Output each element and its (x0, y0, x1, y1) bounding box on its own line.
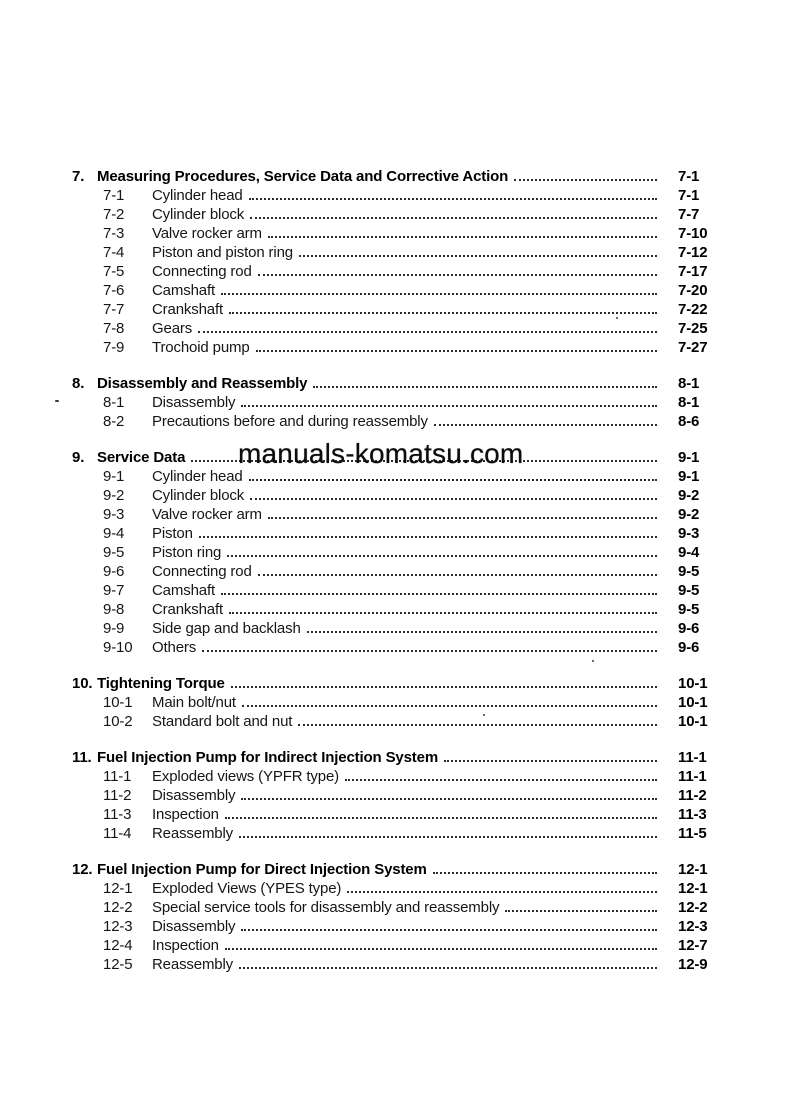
item-number: 9-7 (103, 582, 125, 599)
dot-leader (268, 236, 657, 238)
dot-leader (231, 686, 657, 688)
toc-item (0, 412, 787, 431)
item-page-number: 9-3 (678, 525, 700, 542)
item-title: Others (152, 639, 197, 656)
toc-item (0, 543, 787, 562)
dot-leader (505, 910, 657, 912)
toc-item (0, 300, 787, 319)
toc-section (0, 448, 787, 657)
section-title: Service Data (97, 449, 186, 466)
item-title: Crankshaft (152, 301, 224, 318)
item-page-number: 9-2 (678, 487, 700, 504)
toc-item (0, 879, 787, 898)
toc-item (0, 393, 787, 412)
toc (0, 167, 787, 974)
toc-item (0, 767, 787, 786)
toc-section-items (0, 767, 787, 843)
item-page-number: 12-7 (678, 937, 708, 954)
dot-leader (199, 536, 657, 538)
toc-item (0, 243, 787, 262)
toc-section-header (0, 748, 787, 767)
item-title: Disassembly (152, 918, 236, 935)
section-page-number: 11-1 (678, 749, 707, 766)
item-page-number: 11-5 (678, 825, 707, 842)
item-title: Precautions before and during reassembly (152, 413, 428, 430)
section-title: Tightening Torque (97, 675, 225, 692)
item-title: Standard bolt and nut (152, 713, 293, 730)
item-page-number: 9-5 (678, 601, 700, 618)
dot-leader (225, 817, 657, 819)
toc-item (0, 898, 787, 917)
toc-item (0, 600, 787, 619)
scan-speck (483, 714, 485, 716)
dot-leader (268, 517, 657, 519)
dot-leader (239, 836, 657, 838)
dot-leader (239, 967, 657, 969)
toc-item (0, 638, 787, 657)
section-title: Measuring Procedures, Service Data and Corrective Action (97, 168, 509, 185)
item-page-number: 7-1 (678, 187, 700, 204)
item-title: Inspection (152, 806, 219, 823)
item-number: 9-5 (103, 544, 125, 561)
item-number: 9-1 (103, 468, 125, 485)
item-page-number: 12-3 (678, 918, 708, 935)
dot-leader (221, 293, 657, 295)
item-page-number: 9-2 (678, 506, 700, 523)
item-page-number: 7-20 (678, 282, 708, 299)
item-title: Connecting rod (152, 563, 252, 580)
dot-leader (241, 929, 657, 931)
toc-item (0, 262, 787, 281)
dot-leader (229, 312, 657, 314)
toc-item (0, 805, 787, 824)
section-title: Disassembly and Reassembly (97, 375, 308, 392)
scan-speck (616, 317, 618, 319)
section-number: 7. (72, 168, 85, 185)
item-title: Camshaft (152, 582, 215, 599)
toc-section-header (0, 167, 787, 186)
item-page-number: 8-1 (678, 394, 700, 411)
item-page-number: 10-1 (678, 694, 708, 711)
item-number: 11-3 (103, 806, 132, 823)
item-page-number: 8-6 (678, 413, 700, 430)
item-title: Side gap and backlash (152, 620, 301, 637)
item-title: Piston and piston ring (152, 244, 293, 261)
dot-leader (299, 255, 657, 257)
toc-item (0, 619, 787, 638)
item-title: Reassembly (152, 956, 234, 973)
section-page-number: 8-1 (678, 375, 700, 392)
item-page-number: 9-6 (678, 620, 700, 637)
scan-speck (592, 660, 594, 662)
item-page-number: 12-9 (678, 956, 708, 973)
section-page-number: 10-1 (678, 675, 708, 692)
dot-leader (345, 779, 657, 781)
toc-item (0, 224, 787, 243)
toc-item (0, 693, 787, 712)
dot-leader (433, 872, 657, 874)
item-number: 11-2 (103, 787, 132, 804)
item-title: Cylinder block (152, 487, 245, 504)
item-title: Cylinder head (152, 468, 243, 485)
item-number: 7-8 (103, 320, 125, 337)
item-page-number: 7-12 (678, 244, 708, 261)
item-page-number: 9-6 (678, 639, 700, 656)
dot-leader (229, 612, 657, 614)
item-number: 12-4 (103, 937, 133, 954)
dot-leader (241, 405, 657, 407)
item-number: 7-9 (103, 339, 125, 356)
item-page-number: 9-4 (678, 544, 700, 561)
item-title: Reassembly (152, 825, 234, 842)
toc-item (0, 917, 787, 936)
dot-leader (250, 498, 657, 500)
item-number: 7-1 (103, 187, 125, 204)
item-title: Exploded views (YPFR type) (152, 768, 340, 785)
item-title: Cylinder head (152, 187, 243, 204)
item-title: Cylinder block (152, 206, 245, 223)
toc-item (0, 581, 787, 600)
item-number: 8-2 (103, 413, 125, 430)
toc-section (0, 167, 787, 357)
item-number: 12-5 (103, 956, 133, 973)
item-title: Inspection (152, 937, 219, 954)
toc-item (0, 505, 787, 524)
item-title: Disassembly (152, 787, 236, 804)
item-number: 12-2 (103, 899, 133, 916)
item-title: Piston (152, 525, 193, 542)
toc-section (0, 674, 787, 731)
toc-section (0, 860, 787, 974)
item-page-number: 11-3 (678, 806, 707, 823)
toc-section-items (0, 693, 787, 731)
dot-leader (241, 798, 657, 800)
item-page-number: 7-22 (678, 301, 708, 318)
item-page-number: 10-1 (678, 713, 708, 730)
section-page-number: 12-1 (678, 861, 708, 878)
dot-leader (298, 724, 657, 726)
item-page-number: 7-27 (678, 339, 708, 356)
dot-leader (307, 631, 657, 633)
dot-leader (249, 479, 657, 481)
item-page-number: 12-1 (678, 880, 708, 897)
dot-leader (258, 274, 657, 276)
dot-leader (221, 593, 657, 595)
item-page-number: 9-1 (678, 468, 700, 485)
item-number: 12-3 (103, 918, 133, 935)
item-title: Valve rocker arm (152, 225, 262, 242)
item-page-number: 7-25 (678, 320, 708, 337)
toc-item (0, 824, 787, 843)
item-title: Valve rocker arm (152, 506, 262, 523)
toc-item (0, 786, 787, 805)
section-page-number: 9-1 (678, 449, 700, 466)
item-number: 9-6 (103, 563, 125, 580)
item-title: Main bolt/nut (152, 694, 236, 711)
toc-item (0, 486, 787, 505)
item-page-number: 9-5 (678, 563, 700, 580)
item-page-number: 11-1 (678, 768, 707, 785)
toc-section-items (0, 879, 787, 974)
section-number: 12. (72, 861, 93, 878)
item-title: Piston ring (152, 544, 222, 561)
toc-section-header (0, 674, 787, 693)
item-title: Special service tools for disassembly and reassembly (152, 899, 500, 916)
item-title: Camshaft (152, 282, 215, 299)
section-number: 9. (72, 449, 85, 466)
toc-item (0, 955, 787, 974)
scan-speck (55, 400, 59, 402)
item-number: 12-1 (103, 880, 133, 897)
toc-item (0, 186, 787, 205)
item-number: 10-2 (103, 713, 133, 730)
toc-section-items (0, 186, 787, 357)
item-page-number: 11-2 (678, 787, 707, 804)
item-page-number: 7-7 (678, 206, 700, 223)
section-number: 11. (72, 749, 92, 766)
dot-leader (313, 386, 657, 388)
item-title: Exploded Views (YPES type) (152, 880, 342, 897)
item-title: Gears (152, 320, 193, 337)
item-title: Connecting rod (152, 263, 252, 280)
section-number: 8. (72, 375, 85, 392)
toc-item (0, 712, 787, 731)
dot-leader (198, 331, 657, 333)
dot-leader (256, 350, 657, 352)
dot-leader (242, 705, 657, 707)
section-page-number: 7-1 (678, 168, 700, 185)
toc-item (0, 338, 787, 357)
item-number: 7-4 (103, 244, 125, 261)
toc-item (0, 524, 787, 543)
section-title: Fuel Injection Pump for Direct Injection System (97, 861, 427, 878)
toc-section-header (0, 860, 787, 879)
dot-leader (434, 424, 657, 426)
item-number: 9-3 (103, 506, 125, 523)
dot-leader (258, 574, 657, 576)
item-number: 7-5 (103, 263, 125, 280)
item-number: 9-2 (103, 487, 125, 504)
item-title: Trochoid pump (152, 339, 250, 356)
item-title: Disassembly (152, 394, 236, 411)
item-page-number: 12-2 (678, 899, 708, 916)
dot-leader (225, 948, 657, 950)
section-title: Fuel Injection Pump for Indirect Injection System (97, 749, 439, 766)
section-number: 10. (72, 675, 93, 692)
item-title: Crankshaft (152, 601, 224, 618)
item-page-number: 9-5 (678, 582, 700, 599)
toc-item (0, 936, 787, 955)
item-number: 9-8 (103, 601, 125, 618)
item-page-number: 7-10 (678, 225, 708, 242)
item-number: 7-2 (103, 206, 125, 223)
toc-item (0, 281, 787, 300)
dot-leader (250, 217, 657, 219)
toc-section-items (0, 467, 787, 657)
toc-item (0, 319, 787, 338)
toc-item (0, 205, 787, 224)
toc-section-header (0, 374, 787, 393)
dot-leader (514, 179, 657, 181)
item-number: 10-1 (103, 694, 133, 711)
toc-section (0, 748, 787, 843)
item-number: 9-4 (103, 525, 125, 542)
item-number: 7-7 (103, 301, 125, 318)
toc-section (0, 374, 787, 431)
item-number: 8-1 (103, 394, 125, 411)
watermark-text: manuals-komatsu.com (238, 438, 524, 469)
dot-leader (347, 891, 657, 893)
item-number: 11-1 (103, 768, 132, 785)
item-number: 11-4 (103, 825, 132, 842)
dot-leader (444, 760, 657, 762)
item-number: 9-10 (103, 639, 133, 656)
dot-leader (227, 555, 657, 557)
toc-item (0, 562, 787, 581)
item-page-number: 7-17 (678, 263, 708, 280)
dot-leader (249, 198, 657, 200)
item-number: 7-6 (103, 282, 125, 299)
toc-section-items (0, 393, 787, 431)
item-number: 9-9 (103, 620, 125, 637)
item-number: 7-3 (103, 225, 125, 242)
dot-leader (202, 650, 657, 652)
